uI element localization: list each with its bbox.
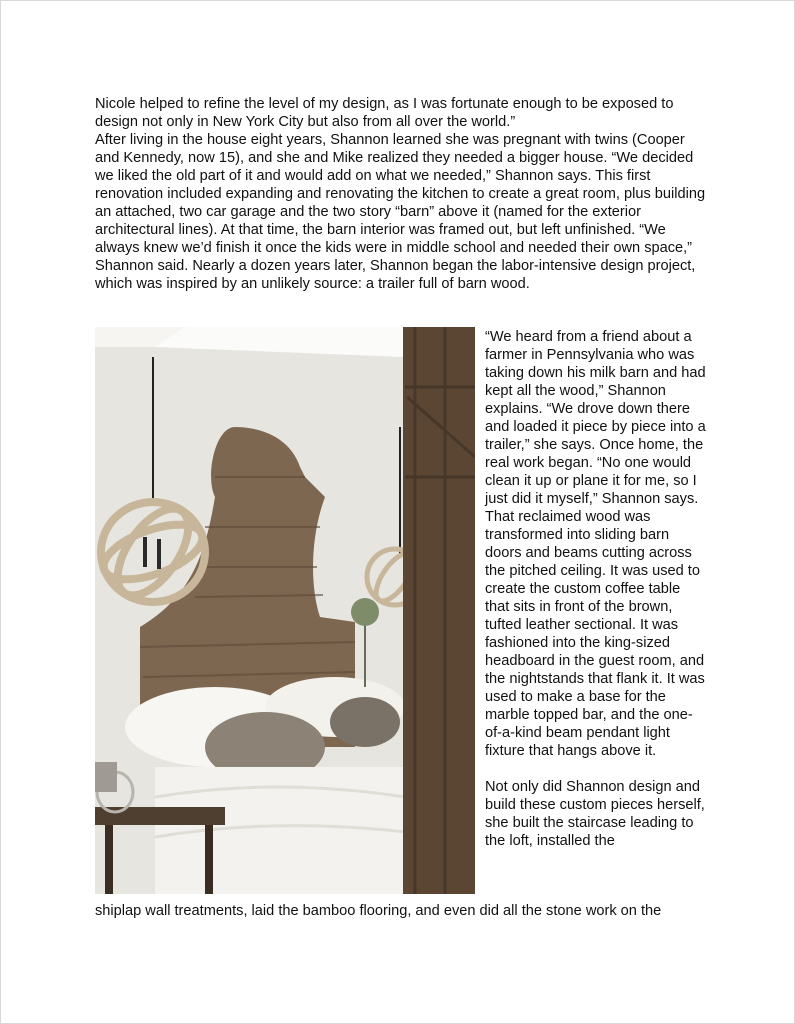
intro-paragraph-2: After living in the house eight years, Shannon learned she was pregnant with twins (Cooper and Kennedy, now 15), and she and Mike realized they needed a bigger house. “We decided we liked the old part of it and would add on what we needed,” Shannon says. This first renovation included expanding and renovating the kitchen to create a great room, plus building an attached, two car garage and the two story “barn” above it (named for the exterior architectural lines). At that time, the barn interior was framed out, but left unfinished. “We always knew we’d finish it once the kids were in middle school and needed their own space,” Shannon said. Nearly a dozen years later, Shannon began the labor-intensive design project, which was inspired by an unlikely source: a trailer full of barn wood. — [95, 132, 706, 292]
intro-paragraph-1: Nicole helped to refine the level of my design, as I was fortunate enough to be exposed to design not only in New York City but also from all over the world.” — [95, 96, 674, 130]
side-paragraph-2: Not only did Shannon design and build these custom pieces herself, she built the staircase leading to the loft, installed the — [485, 779, 705, 849]
side-paragraph-1: “We heard from a friend about a farmer in Pennsylvania who was taking down his milk barn and had kept all the wood,” Shannon explains. “We drove down there and loaded it piece by piece into a trailer,” she says. Once home, the real work began. “No one would clean it up or plane it for me, so I just did it myself,” Shannon says. That reclaimed wood was transformed into sliding barn doors and beams cutting across the pitched ceiling. It was used to create the custom coffee table that sits in front of the brown, tufted leather sectional. It was fashioned into the king-sized headboard in the guest room, and the nightstands that flank it. It was used to make a base for the marble topped bar, and the one-of-a-kind beam pendant light fixture that hangs above it. — [485, 329, 706, 759]
intro-text-block — [95, 95, 707, 293]
side-text-column — [485, 328, 707, 865]
continuation-line: shiplap wall treatments, laid the bamboo flooring, and even did all the stone work on the — [95, 903, 662, 919]
bedroom-photo — [95, 327, 475, 894]
